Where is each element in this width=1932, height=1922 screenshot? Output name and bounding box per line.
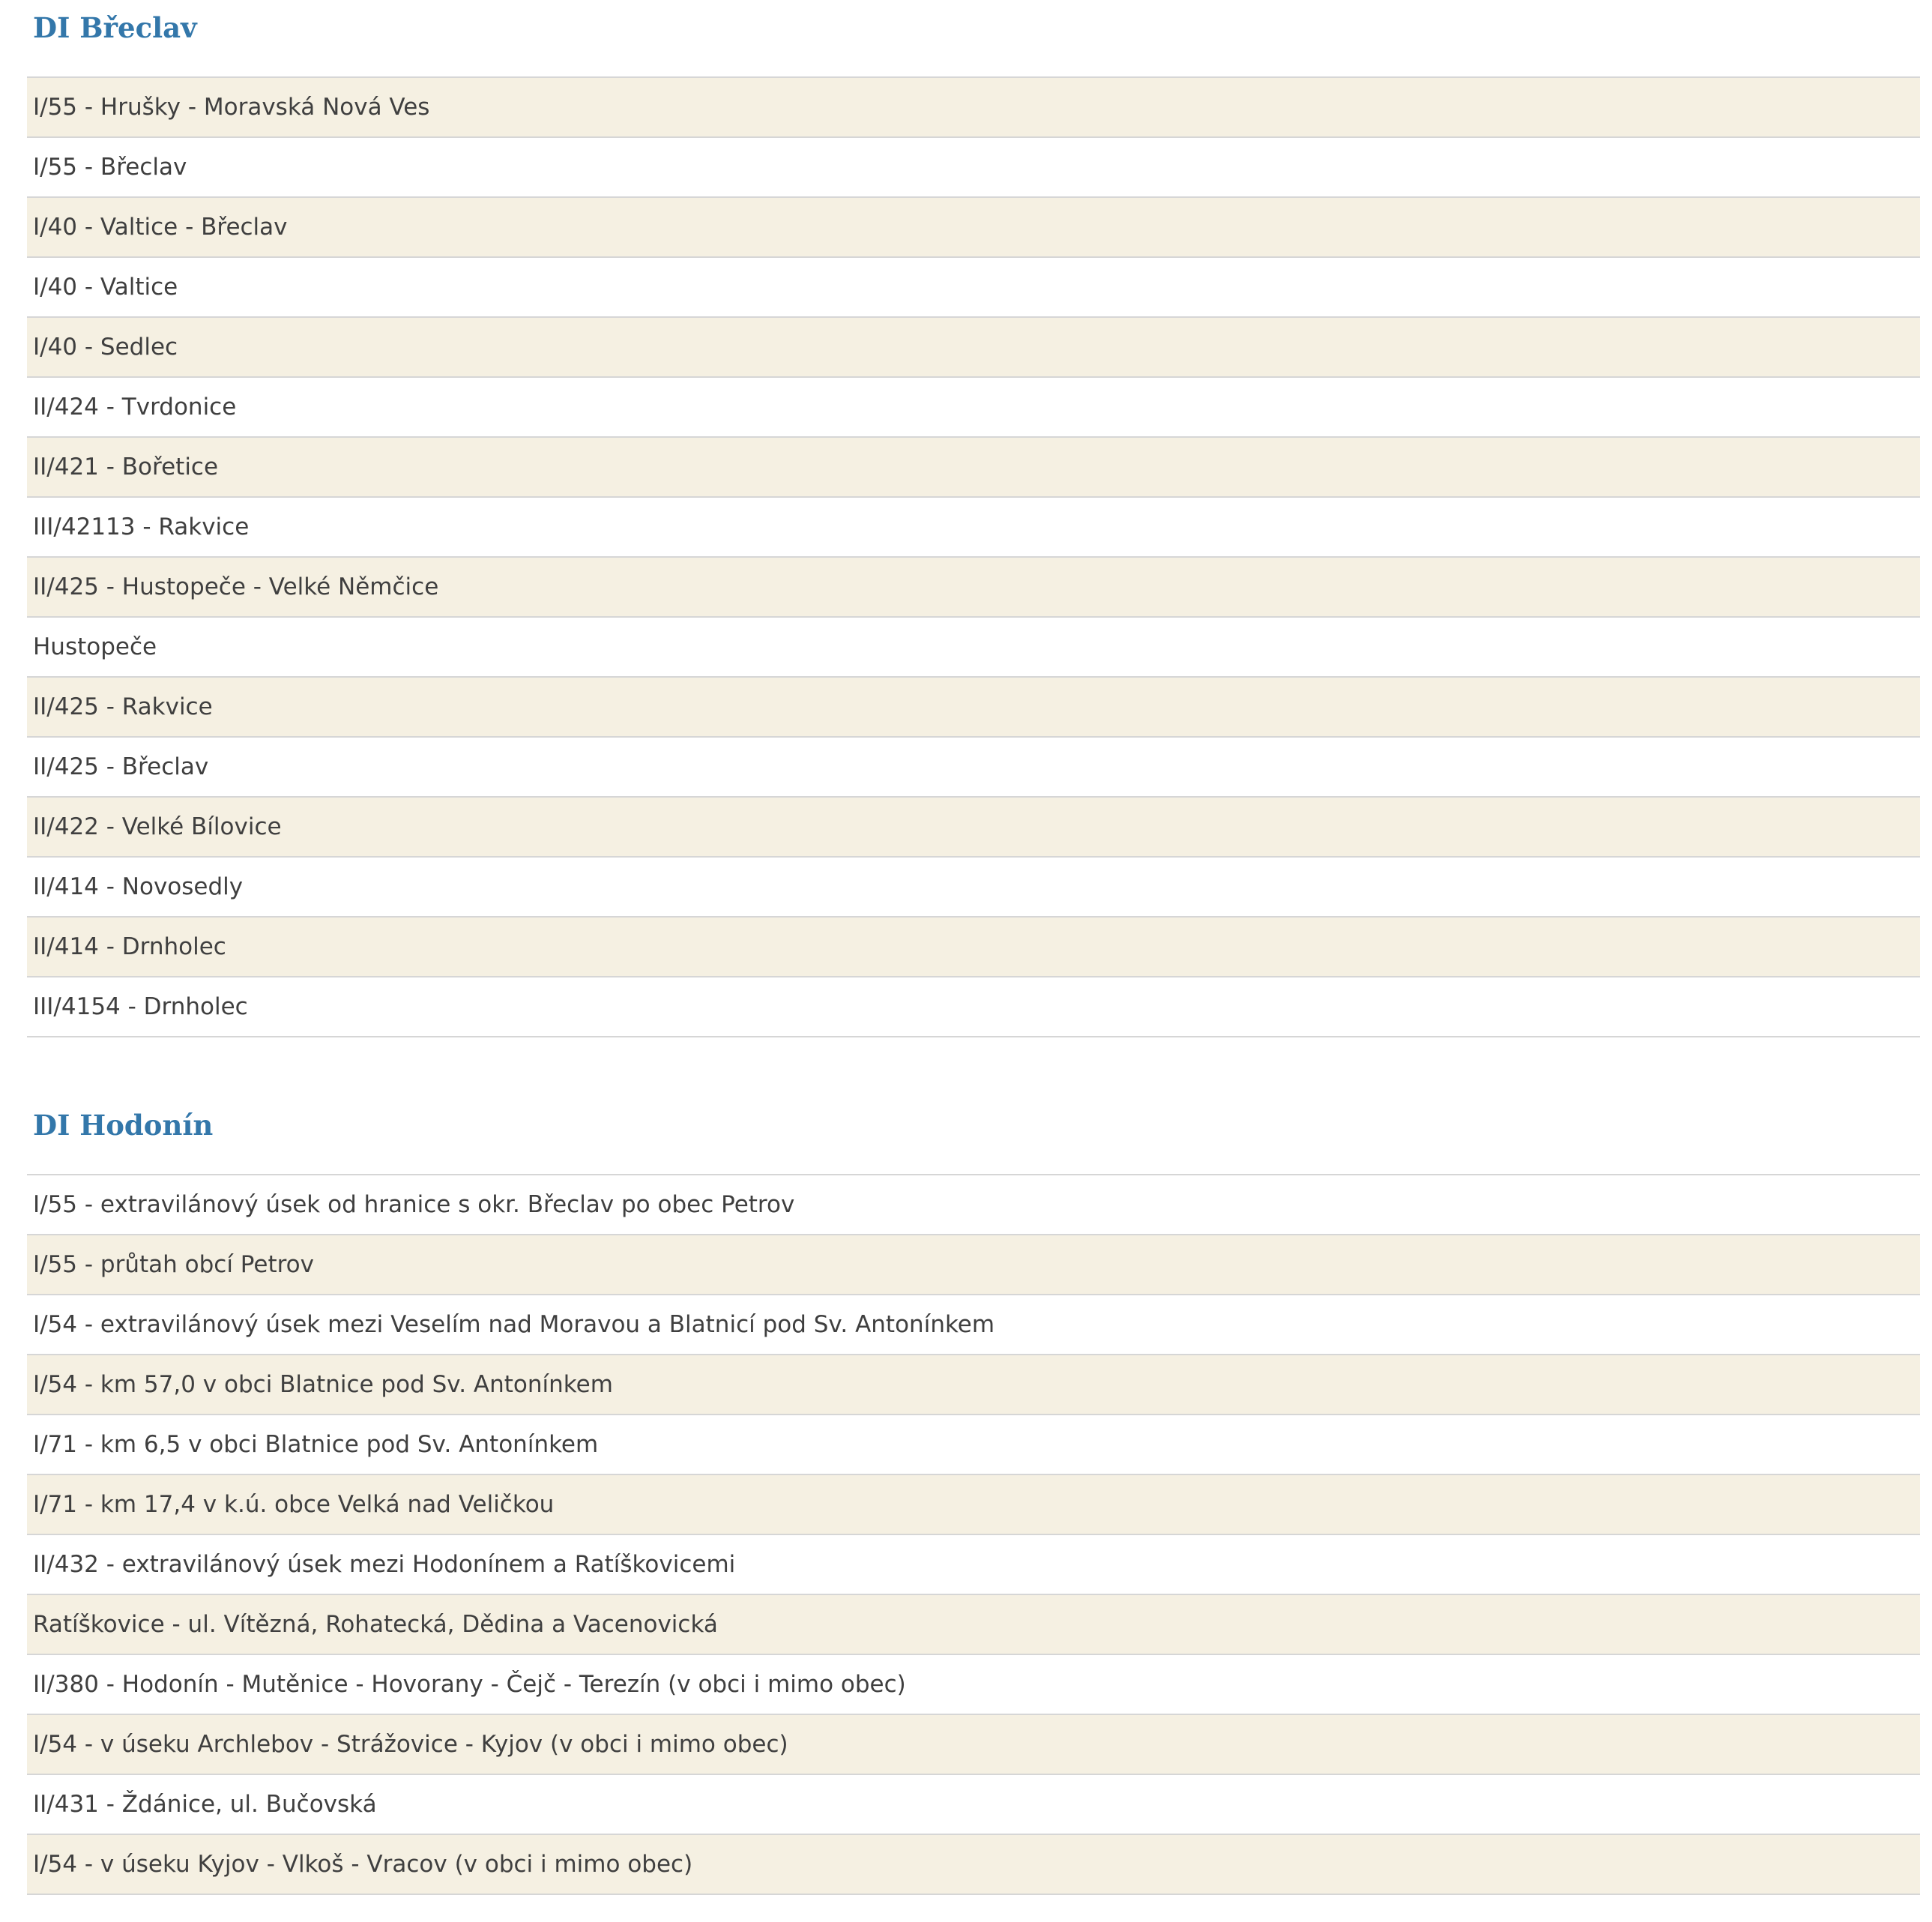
list-item[interactable]: I/55 - extravilánový úsek od hranice s okr. Břeclav po obec Petrov <box>27 1175 1920 1235</box>
list-item[interactable]: II/414 - Novosedly <box>27 858 1920 918</box>
list-item[interactable]: Hustopeče <box>27 618 1920 678</box>
list-item[interactable]: II/421 - Bořetice <box>27 438 1920 498</box>
list-item[interactable]: I/55 - Hrušky - Moravská Nová Ves <box>27 78 1920 138</box>
list-item[interactable]: II/425 - Břeclav <box>27 738 1920 798</box>
list-item[interactable]: I/40 - Valtice - Břeclav <box>27 198 1920 258</box>
list-item[interactable]: II/432 - extravilánový úsek mezi Hodonínem a Ratíškovicemi <box>27 1535 1920 1595</box>
list-item[interactable]: I/71 - km 6,5 v obci Blatnice pod Sv. Antonínkem <box>27 1415 1920 1475</box>
list-item[interactable]: I/55 - Břeclav <box>27 138 1920 198</box>
list-item[interactable]: I/54 - km 57,0 v obci Blatnice pod Sv. Antonínkem <box>27 1355 1920 1415</box>
list-item[interactable]: I/54 - v úseku Kyjov - Vlkoš - Vracov (v obci i mimo obec) <box>27 1835 1920 1895</box>
list-item[interactable]: II/422 - Velké Bílovice <box>27 798 1920 858</box>
list-item[interactable]: I/40 - Sedlec <box>27 318 1920 378</box>
list-item[interactable]: II/424 - Tvrdonice <box>27 378 1920 438</box>
section-title-breclav: DI Břeclav <box>33 11 197 44</box>
list-item[interactable]: I/54 - v úseku Archlebov - Strážovice - Kyjov (v obci i mimo obec) <box>27 1715 1920 1775</box>
section-title-hodonin: DI Hodonín <box>33 1109 214 1142</box>
list-item[interactable]: II/425 - Rakvice <box>27 678 1920 738</box>
list-breclav <box>27 76 1920 1037</box>
page-content <box>27 0 1920 1895</box>
list-item[interactable]: II/380 - Hodonín - Mutěnice - Hovorany - Čejč - Terezín (v obci i mimo obec) <box>27 1655 1920 1715</box>
list-item[interactable]: Ratíškovice - ul. Vítězná, Rohatecká, Dědina a Vacenovická <box>27 1595 1920 1655</box>
list-item[interactable]: I/54 - extravilánový úsek mezi Veselím nad Moravou a Blatnicí pod Sv. Antonínkem <box>27 1295 1920 1355</box>
list-item[interactable]: II/414 - Drnholec <box>27 918 1920 977</box>
list-item[interactable]: I/55 - průtah obcí Petrov <box>27 1235 1920 1295</box>
list-item[interactable]: I/71 - km 17,4 v k.ú. obce Velká nad Veličkou <box>27 1475 1920 1535</box>
list-item[interactable]: III/4154 - Drnholec <box>27 977 1920 1037</box>
list-item[interactable]: III/42113 - Rakvice <box>27 498 1920 558</box>
list-item[interactable]: I/40 - Valtice <box>27 258 1920 318</box>
list-item[interactable]: II/431 - Ždánice, ul. Bučovská <box>27 1775 1920 1835</box>
list-hodonin <box>27 1174 1920 1895</box>
list-item[interactable]: II/425 - Hustopeče - Velké Němčice <box>27 558 1920 618</box>
